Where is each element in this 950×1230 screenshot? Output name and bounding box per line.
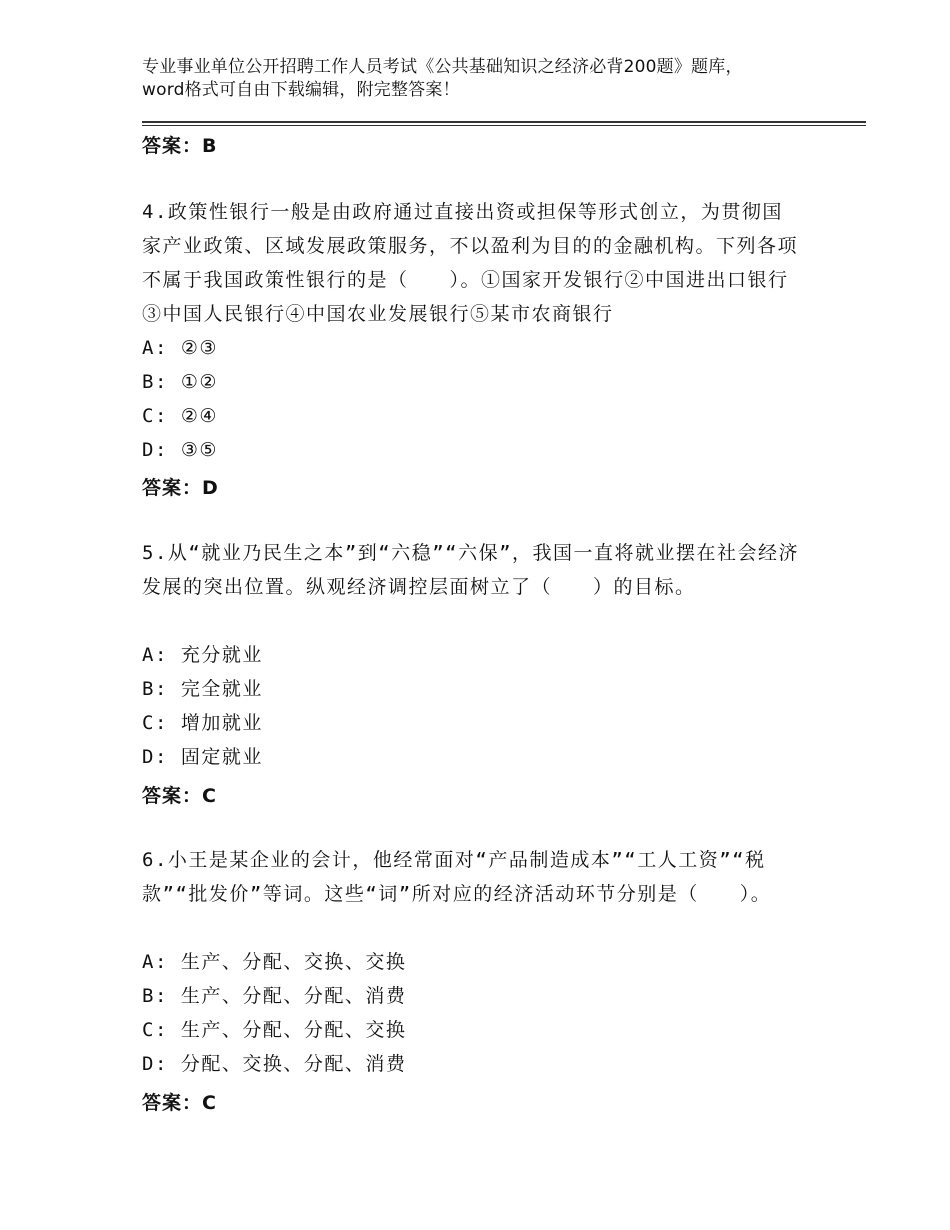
question-5-option-c: C: 增加就业 xyxy=(142,712,263,734)
question-6-option-c: C: 生产、分配、分配、交换 xyxy=(142,1019,407,1041)
question-5-answer: 答案：C xyxy=(142,785,217,807)
question-4-answer: 答案：D xyxy=(142,477,219,499)
question-6-option-d: D: 分配、交换、分配、消费 xyxy=(142,1053,407,1075)
question-5-option-d: D: 固定就业 xyxy=(142,746,263,768)
question-6-answer: 答案：C xyxy=(142,1092,217,1114)
question-4-option-b: B: ①② xyxy=(142,371,218,393)
question-4-option-a: A: ②③ xyxy=(142,337,218,359)
question-6-option-a: A: 生产、分配、交换、交换 xyxy=(142,951,407,973)
question-5-text: 5.从“就业乃民生之本”到“六稳”“六保”，我国一直将就业摆在社会经济发展的突出位置。纵观经济调控层面树立了（ ）的目标。 xyxy=(142,542,800,598)
question-6-option-b: B: 生产、分配、分配、消费 xyxy=(142,985,407,1007)
question-5-option-a: A: 充分就业 xyxy=(142,644,263,666)
page-header: 专业事业单位公开招聘工作人员考试《公共基础知识之经济必背200题》题库，word格式可自由下载编辑，附完整答案！ xyxy=(142,57,743,100)
header-divider-thin xyxy=(142,125,866,126)
question-4-option-d: D: ③⑤ xyxy=(142,439,218,461)
header-divider xyxy=(142,121,866,127)
question-5-option-b: B: 完全就业 xyxy=(142,678,263,700)
answer-prev: 答案：B xyxy=(142,135,218,157)
question-4-text: 4.政策性银行一般是由政府通过直接出资或担保等形式创立，为贯彻国家产业政策、区域发展政策服务，不以盈利为目的的金融机构。下列各项不属于我国政策性银行的是（ ）。①国家开发银行②中国进出口银行③中国人民银行④中国农业发展银行⑤某市农商银行 xyxy=(142,201,799,325)
question-4-option-c: C: ②④ xyxy=(142,405,218,427)
question-6-text: 6.小王是某企业的会计，他经常面对“产品制造成本”“工人工资”“税款”“批发价”等词。这些“词”所对应的经济活动环节分别是（ ）。 xyxy=(142,849,772,905)
header-divider-thick xyxy=(142,121,866,123)
